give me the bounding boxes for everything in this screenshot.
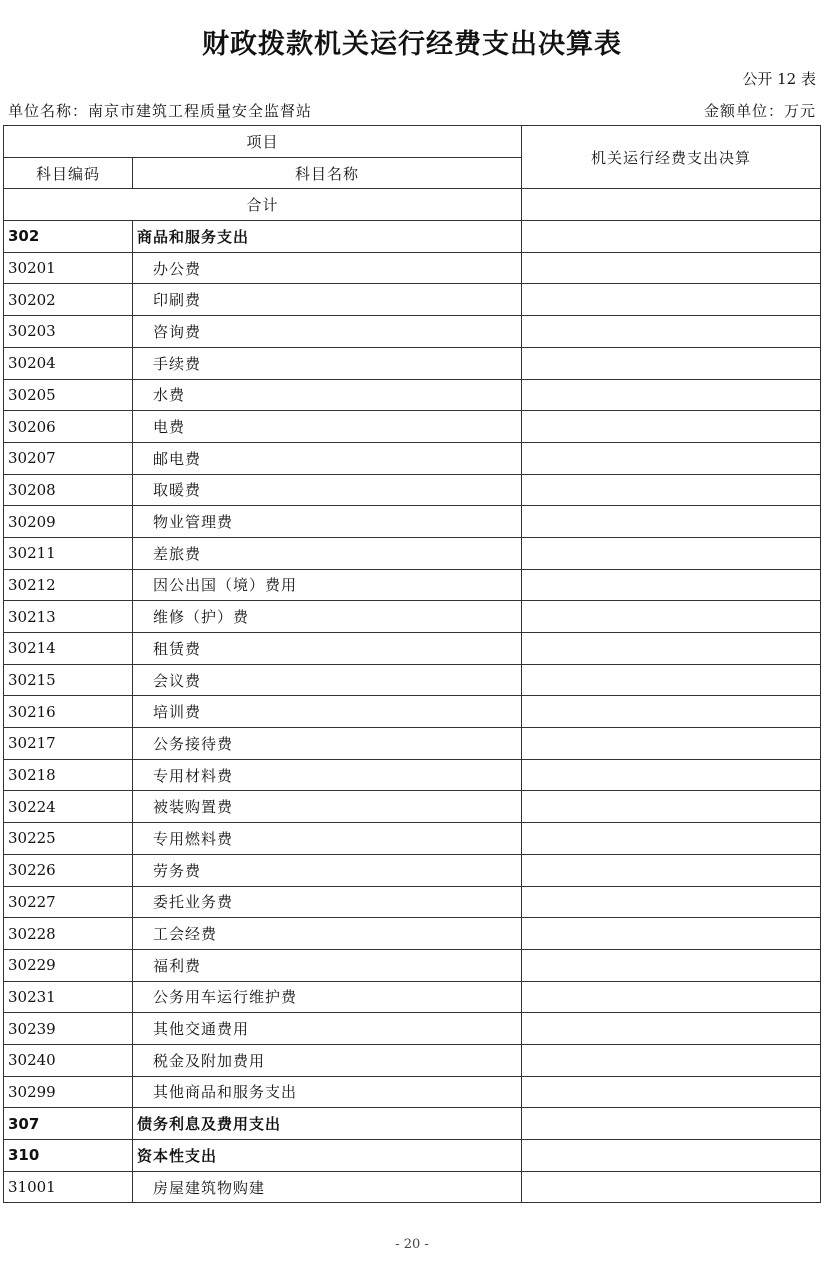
subject-code: 310 — [4, 1140, 133, 1172]
amount-cell — [522, 1108, 821, 1140]
amount-cell — [522, 728, 821, 760]
header-row-project — [4, 126, 821, 158]
subject-name: 咨询费 — [133, 316, 522, 348]
table-row — [4, 1013, 821, 1045]
table-row — [4, 1171, 821, 1203]
subject-code: 30216 — [4, 696, 133, 728]
table-row — [4, 1076, 821, 1108]
subject-code: 30209 — [4, 506, 133, 538]
subject-name: 邮电费 — [133, 442, 522, 474]
subject-name: 电费 — [133, 411, 522, 443]
subject-name: 会议费 — [133, 664, 522, 696]
subject-name: 印刷费 — [133, 284, 522, 316]
subject-name: 税金及附加费用 — [133, 1044, 522, 1076]
table-row — [4, 696, 821, 728]
subject-code: 31001 — [4, 1171, 133, 1203]
subject-name: 维修（护）费 — [133, 601, 522, 633]
amount-cell — [522, 537, 821, 569]
code-header: 科目编码 — [4, 157, 133, 189]
amount-cell — [522, 791, 821, 823]
table-row — [4, 601, 821, 633]
category-row — [4, 221, 821, 253]
subject-name: 资本性支出 — [133, 1140, 522, 1172]
amount-cell — [522, 252, 821, 284]
amount-cell — [522, 442, 821, 474]
subject-code: 30201 — [4, 252, 133, 284]
amount-cell — [522, 601, 821, 633]
subject-code: 30226 — [4, 854, 133, 886]
subject-code: 30229 — [4, 949, 133, 981]
subject-name: 水费 — [133, 379, 522, 411]
subject-code: 30208 — [4, 474, 133, 506]
table-row — [4, 506, 821, 538]
amount-cell — [522, 347, 821, 379]
amount-cell — [522, 506, 821, 538]
subject-code: 30218 — [4, 759, 133, 791]
page-title: 财政拨款机关运行经费支出决算表 — [202, 29, 622, 60]
table-row — [4, 886, 821, 918]
table-row — [4, 633, 821, 665]
table-row — [4, 823, 821, 855]
total-amount — [522, 189, 821, 221]
amount-cell — [522, 918, 821, 950]
subject-code: 30203 — [4, 316, 133, 348]
expenditure-table — [3, 125, 821, 1203]
unit-name: 单位名称：南京市建筑工程质量安全监督站 — [8, 102, 313, 120]
subject-code: 30217 — [4, 728, 133, 760]
subject-name: 被装购置费 — [133, 791, 522, 823]
subject-name: 其他商品和服务支出 — [133, 1076, 522, 1108]
table-body — [4, 189, 821, 1203]
subject-code: 30215 — [4, 664, 133, 696]
subject-code: 30299 — [4, 1076, 133, 1108]
table-row — [4, 442, 821, 474]
amount-cell — [522, 696, 821, 728]
money-unit: 金额单位：万元 — [703, 102, 816, 120]
subject-code: 302 — [4, 221, 133, 253]
table-row — [4, 791, 821, 823]
subject-name: 专用材料费 — [133, 759, 522, 791]
amount-cell — [522, 664, 821, 696]
table-row — [4, 379, 821, 411]
amount-cell — [522, 823, 821, 855]
amount-cell — [522, 284, 821, 316]
amount-cell — [522, 886, 821, 918]
subject-name: 取暖费 — [133, 474, 522, 506]
subject-code: 30202 — [4, 284, 133, 316]
subject-code: 30225 — [4, 823, 133, 855]
amount-cell — [522, 1076, 821, 1108]
subject-name: 劳务费 — [133, 854, 522, 886]
subject-name: 办公费 — [133, 252, 522, 284]
subject-name: 房屋建筑物购建 — [133, 1171, 522, 1203]
table-row — [4, 284, 821, 316]
subject-code: 30204 — [4, 347, 133, 379]
table-row — [4, 854, 821, 886]
name-header: 科目名称 — [133, 157, 522, 189]
table-row — [4, 918, 821, 950]
subject-name: 手续费 — [133, 347, 522, 379]
subject-code: 30205 — [4, 379, 133, 411]
project-header: 项目 — [4, 126, 522, 158]
amount-cell — [522, 1171, 821, 1203]
amount-cell — [522, 379, 821, 411]
subject-code: 30211 — [4, 537, 133, 569]
subject-name: 租赁费 — [133, 633, 522, 665]
subject-name: 工会经费 — [133, 918, 522, 950]
table-row — [4, 537, 821, 569]
subject-code: 30206 — [4, 411, 133, 443]
table-row — [4, 347, 821, 379]
amount-cell — [522, 316, 821, 348]
table-row — [4, 316, 821, 348]
amount-cell — [522, 759, 821, 791]
table-row — [4, 252, 821, 284]
subject-code: 30212 — [4, 569, 133, 601]
amount-cell — [522, 411, 821, 443]
form-number: 公开 12 表 — [742, 70, 816, 88]
subject-name: 商品和服务支出 — [133, 221, 522, 253]
table-row — [4, 759, 821, 791]
amount-cell — [522, 633, 821, 665]
subject-code: 30207 — [4, 442, 133, 474]
subject-name: 专用燃料费 — [133, 823, 522, 855]
table-row — [4, 664, 821, 696]
amount-cell — [522, 854, 821, 886]
amount-header: 机关运行经费支出决算 — [522, 126, 821, 189]
subject-code: 30213 — [4, 601, 133, 633]
subject-name: 其他交通费用 — [133, 1013, 522, 1045]
amount-cell — [522, 981, 821, 1013]
category-row — [4, 1140, 821, 1172]
subject-code: 30224 — [4, 791, 133, 823]
subject-name: 因公出国（境）费用 — [133, 569, 522, 601]
subject-name: 物业管理费 — [133, 506, 522, 538]
subject-code: 30240 — [4, 1044, 133, 1076]
subject-name: 差旅费 — [133, 537, 522, 569]
subject-name: 培训费 — [133, 696, 522, 728]
amount-cell — [522, 1140, 821, 1172]
table-row — [4, 411, 821, 443]
subject-name: 委托业务费 — [133, 886, 522, 918]
amount-cell — [522, 1044, 821, 1076]
amount-cell — [522, 569, 821, 601]
subject-code: 307 — [4, 1108, 133, 1140]
total-label: 合计 — [4, 189, 522, 221]
total-row — [4, 189, 821, 221]
amount-cell — [522, 949, 821, 981]
table-row — [4, 728, 821, 760]
subject-code: 30231 — [4, 981, 133, 1013]
subject-name: 公务用车运行维护费 — [133, 981, 522, 1013]
table-row — [4, 949, 821, 981]
subject-name: 福利费 — [133, 949, 522, 981]
table-row — [4, 981, 821, 1013]
subject-code: 30214 — [4, 633, 133, 665]
subject-code: 30227 — [4, 886, 133, 918]
subject-code: 30228 — [4, 918, 133, 950]
subject-name: 债务利息及费用支出 — [133, 1108, 522, 1140]
table-row — [4, 1044, 821, 1076]
table-row — [4, 569, 821, 601]
amount-cell — [522, 221, 821, 253]
subject-name: 公务接待费 — [133, 728, 522, 760]
amount-cell — [522, 1013, 821, 1045]
category-row — [4, 1108, 821, 1140]
page-number: - 20 - — [395, 1237, 429, 1252]
amount-cell — [522, 474, 821, 506]
subject-code: 30239 — [4, 1013, 133, 1045]
table-row — [4, 474, 821, 506]
